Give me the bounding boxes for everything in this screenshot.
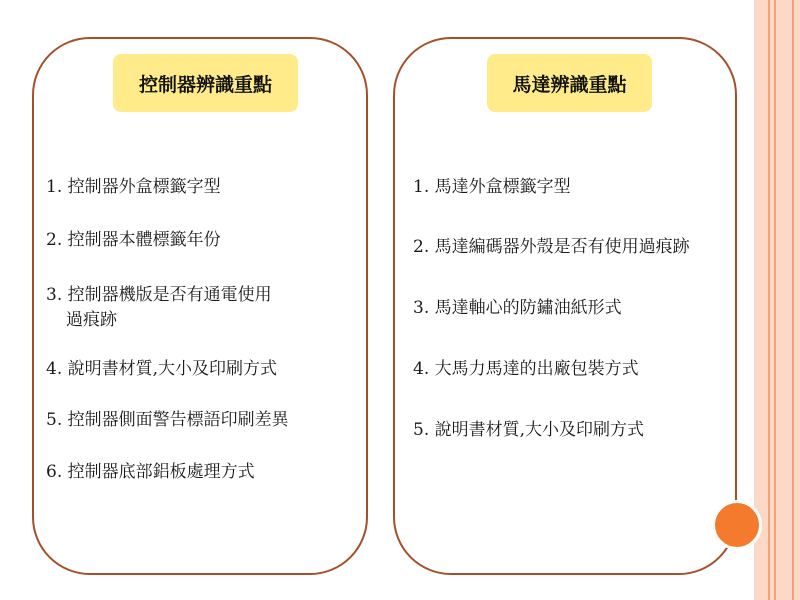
motor-item-2: 2. 馬達編碼器外殼是否有使用過痕跡 (413, 237, 690, 257)
controller-item-3-text: 3. 控制器機版是否有通電使用 (46, 285, 272, 305)
motor-item-4: 4. 大馬力馬達的出廠包裝方式 (413, 359, 639, 379)
controller-item-3 (46, 283, 272, 333)
controller-item-2: 2. 控制器本體標籤年份 (46, 230, 221, 250)
decorative-stripe-line (768, 0, 770, 600)
motor-panel-title: 馬達辨識重點 (487, 54, 652, 112)
decorative-stripe-line (792, 0, 794, 600)
motor-item-1: 1. 馬達外盒標籤字型 (413, 177, 571, 197)
decorative-stripe-line (774, 0, 776, 600)
controller-item-1: 1. 控制器外盒標籤字型 (46, 177, 221, 197)
motor-item-3: 3. 馬達軸心的防鏽油紙形式 (413, 298, 622, 318)
motor-item-5: 5. 說明書材質,大小及印刷方式 (413, 420, 645, 440)
decorative-circle (712, 500, 762, 550)
controller-item-4: 4. 說明書材質,大小及印刷方式 (46, 359, 278, 379)
controller-panel-title: 控制器辨識重點 (113, 54, 298, 112)
controller-item-6: 6. 控制器底部鋁板處理方式 (46, 462, 255, 482)
controller-item-5: 5. 控制器側面警告標語印刷差異 (46, 410, 289, 430)
controller-item-3-continuation: 過痕跡 (66, 310, 117, 330)
